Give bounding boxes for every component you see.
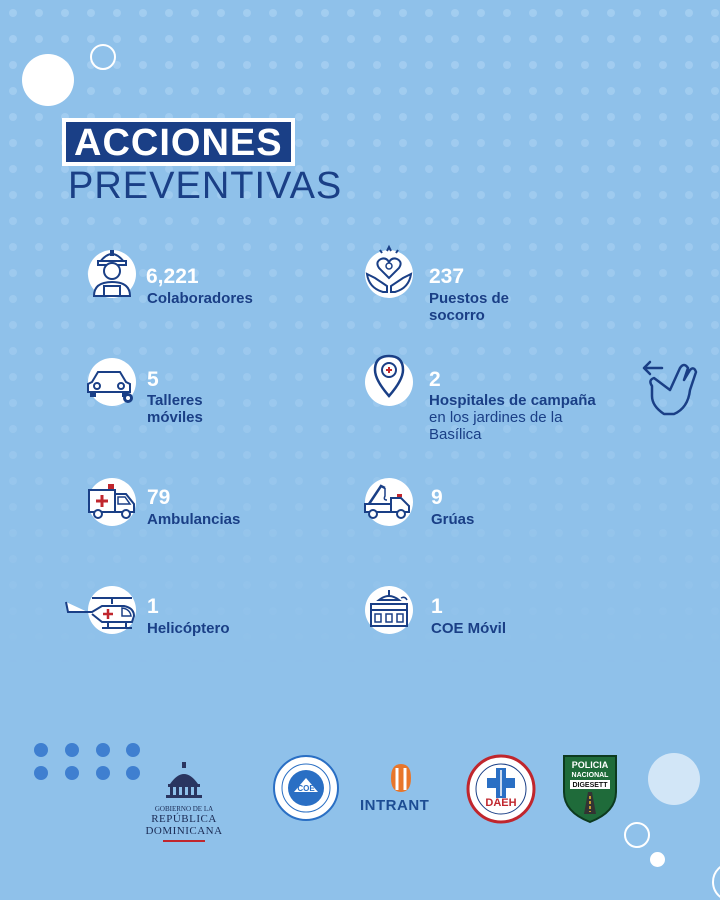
car-repair-icon: [88, 358, 136, 406]
stat-number-ambulancias: 79: [147, 486, 171, 509]
stat-number-gruas: 9: [431, 486, 443, 509]
stat-number-hospitales: 2: [429, 368, 441, 391]
daeh-logo-text: DAEH: [485, 797, 517, 809]
stat-label-colaboradores: Colaboradores: [147, 290, 253, 307]
intrant-emblem-icon: [383, 760, 419, 796]
stat-number-puestos: 237: [429, 265, 465, 288]
coe-logo-text: COE: [297, 784, 315, 793]
stat-number-coe-movil: 1: [431, 595, 443, 618]
mobile-command-icon: [365, 586, 413, 634]
daeh-logo: [466, 754, 536, 824]
policia-line2: NACIONAL: [571, 772, 609, 779]
policia-line1: POLICIA: [571, 760, 609, 770]
gobierno-big-text: REPÚBLICA DOMINICANA: [145, 813, 223, 837]
intrant-logo-text: INTRANT: [360, 797, 430, 814]
deco-circle-ring: [90, 44, 116, 70]
stat-label-ambulancias: Ambulancias: [147, 511, 241, 528]
deco-circle-filled: [22, 54, 74, 106]
stat-label-puestos: Puestos de socorro: [429, 290, 510, 324]
map-pin-icon: [365, 358, 413, 406]
stat-label-hospitales: [429, 392, 614, 443]
heart-hands-icon: [365, 250, 413, 298]
stat-label-hospitales-main: Hospitales de campaña: [429, 392, 596, 409]
stat-label-helicoptero: Helicóptero: [147, 620, 230, 637]
stat-label-gruas: Grúas: [431, 511, 475, 528]
helicopter-icon: [88, 586, 136, 634]
stat-number-talleres: 5: [147, 368, 159, 391]
deco-circle-small-br: [650, 852, 665, 867]
policia-digesett-logo: [560, 752, 620, 824]
title-line-2: PREVENTIVAS: [68, 165, 343, 207]
coe-logo: [272, 754, 340, 822]
page-title: [62, 118, 342, 206]
gobierno-small-text: GOBIERNO DE LA: [154, 805, 214, 813]
gobierno-logo: [114, 760, 254, 842]
digesett-text: DIGESETT: [572, 782, 608, 789]
stat-number-helicoptero: 1: [147, 595, 159, 618]
ambulance-icon: [88, 478, 136, 526]
palace-dome-icon: [162, 760, 206, 798]
stat-number-colaboradores: 6,221: [146, 265, 199, 288]
stat-label-coe-movil: COE Móvil: [431, 620, 507, 637]
stat-label-hospitales-extra: en los jardines de la Basílica: [429, 409, 563, 443]
tow-truck-icon: [365, 478, 413, 526]
gobierno-red-line: [163, 840, 205, 842]
worker-icon: [88, 250, 136, 298]
logos-footer: [0, 740, 720, 840]
stat-label-talleres: Talleres móviles: [147, 392, 203, 426]
swipe-hand-icon[interactable]: [640, 356, 700, 418]
title-line-1: ACCIONES: [62, 118, 295, 166]
